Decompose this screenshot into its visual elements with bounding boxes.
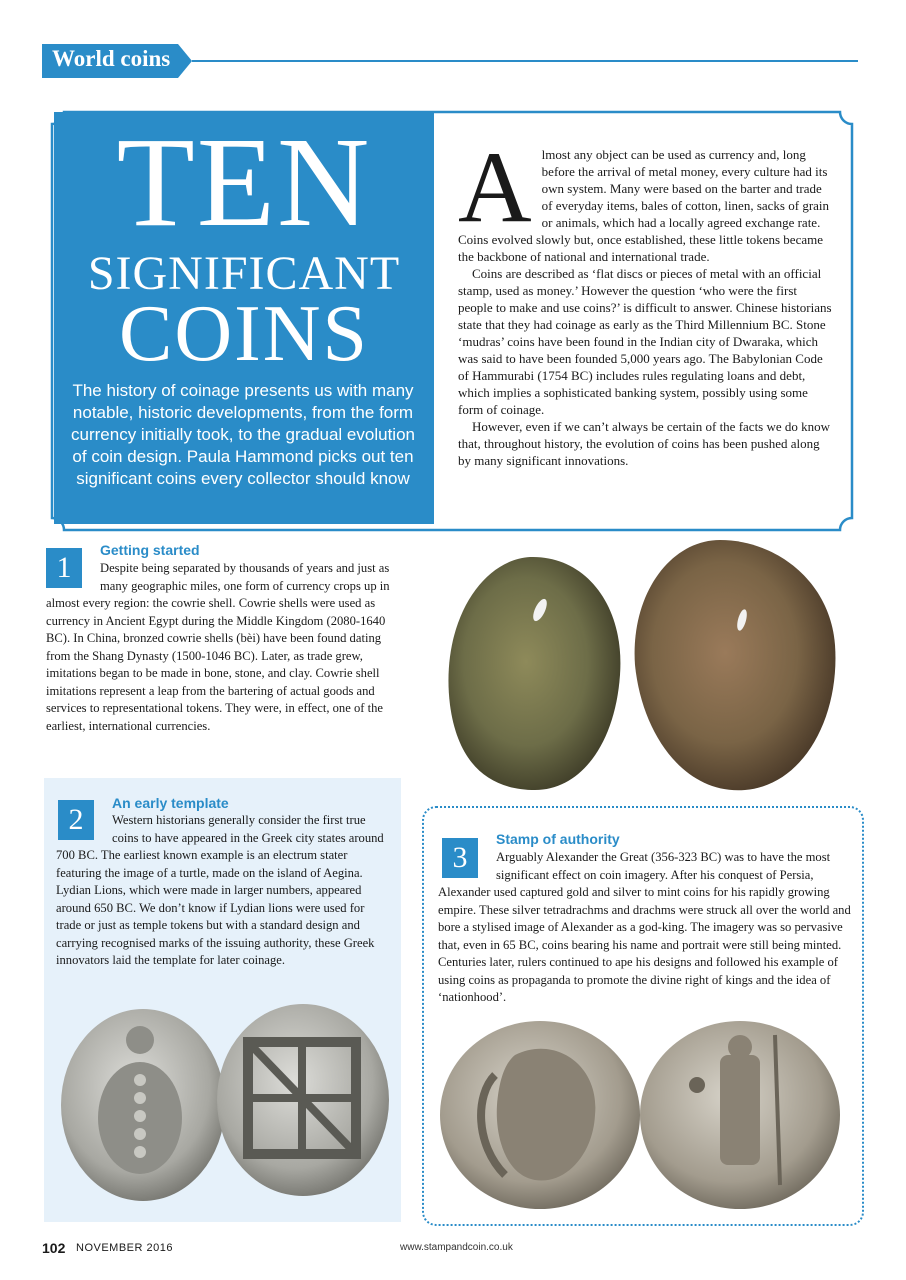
drop-cap: A [458,131,532,244]
section-label: World coins [52,46,171,71]
section-3-number: 3 [442,838,478,878]
intro-paragraph-1-text: lmost any object can be used as currency and, long before the arrival of metal money, every culture had its own system. Many were based on the barter and trade of everyday items, bales of cotton, linen, sacks of grain or animals, which had a locally agreed exchange rate. Coins evolved slowly but, once established, these little tokens became the backbone of national and international trade. [458,147,830,264]
section-1-number: 1 [46,548,82,588]
title-coins: COINS [118,290,370,378]
alexander-tetradrachm-photo [435,1015,855,1215]
aegina-turtle-stater-photo [58,1000,394,1210]
intro-paragraph-3: However, even if we can’t always be certain of the facts we do know that, throughout history, the evolution of coins has been pushed along by many significant innovations. [458,419,831,468]
section-3-heading: Stamp of authority [496,831,620,847]
cowrie-shells-photo [420,535,860,805]
section-2-number: 2 [58,800,94,840]
alexander-coin-reverse [640,1021,840,1209]
title-ten: TEN [116,111,372,253]
section-1-body: Despite being separated by thousands of years and just as many geographic miles, one form of currency crops up in almost every region: the cowrie shell. Cowrie shells were used as currency in Ancient Egypt during the Middle Kingdom (2080-1640 BC). In China, bronzed cowrie shells (bèi) have been found dating from the Shang Dynasty (1500-1046 BC). Later, as trade grew, imitations began to be made in bone, stone, and clay. Cowrie shell imitations represent a leap from the bartering of actual goods and services to representational tokens. They were, in effect, one of the earliest, international currencies. [46,561,390,733]
section-rule [192,60,858,62]
intro-text [458,131,834,469]
page-number: 102 [42,1240,66,1256]
issue-date: NOVEMBER 2016 [76,1242,173,1254]
section-3-body: Arguably Alexander the Great (356-323 BC) was to have the most significant effect on coin imagery. After his conquest of Persia, Alexander used captured gold and silver to mint coins for his rapidly growing empire. These silver tetradrachms and drachms were struck all over the world and bore a stylised image of Alexander as a god-king. The imagery was so pervasive that, even in 65 BC, coins bearing his name and portrait were still being minted. Centuries later, rulers continued to ape his designs and followed his example of using coins as propaganda to promote the divine right of kings and the idea of ‘nationhood’. [438,850,851,1004]
intro-paragraph-2: Coins are described as ‘flat discs or pieces of metal with an official stamp, used as money.’ However the question ‘who were the first people to make and use coins?’ is difficult to answer. Chinese historians state that they had coinage as early as the Third Millennium BC. Stone ‘mudras’ coins have been found in the Indian city of Dwaraka, which was said to have been founded 5,000 years ago. The Babylonian Code of Hammurabi (1754 BC) includes rules regulating loans and debt, which implies a sophisticated banking system, possibly using some form of coinage. [458,266,832,417]
turtle-coin-reverse [217,1004,389,1196]
section-3-body-wrap [438,849,852,1007]
title-significant: SIGNIFICANT [87,247,401,300]
intro-paragraph-1 [458,131,834,265]
footer-url[interactable]: www.stampandcoin.co.uk [400,1242,513,1253]
turtle-coin-obverse [61,1009,225,1201]
section-tab-text-holder [42,42,192,80]
cowrie-shell-left [448,557,620,790]
section-2-body: Western historians generally consider the first true coins to have appeared in the Greek city states around 700 BC. The earliest known example is an electrum stater featuring the image of a turtle, made on the island of Aegina. Lydian Lions, which were made in larger numbers, appeared around 650 BC. We don’t know if Lydian lions were used for trade or just as temple tokens but with a standard design and carrying recognised marks of the issuing authority, these Greek innovators laid the template for later coinage. [56,813,384,967]
cowrie-shell-right [635,540,836,790]
section-2-body-wrap [56,812,390,970]
alexander-coin-obverse [440,1021,640,1209]
section-1-body-wrap [46,560,392,735]
section-2-heading: An early template [112,795,229,811]
standfirst: The history of coinage presents us with many notable, historic developments, from the form currency initially took, to the gradual evolution of coin design. Paula Hammond picks out ten significant coins every collector should know [71,381,415,488]
section-1-heading: Getting started [100,542,200,558]
